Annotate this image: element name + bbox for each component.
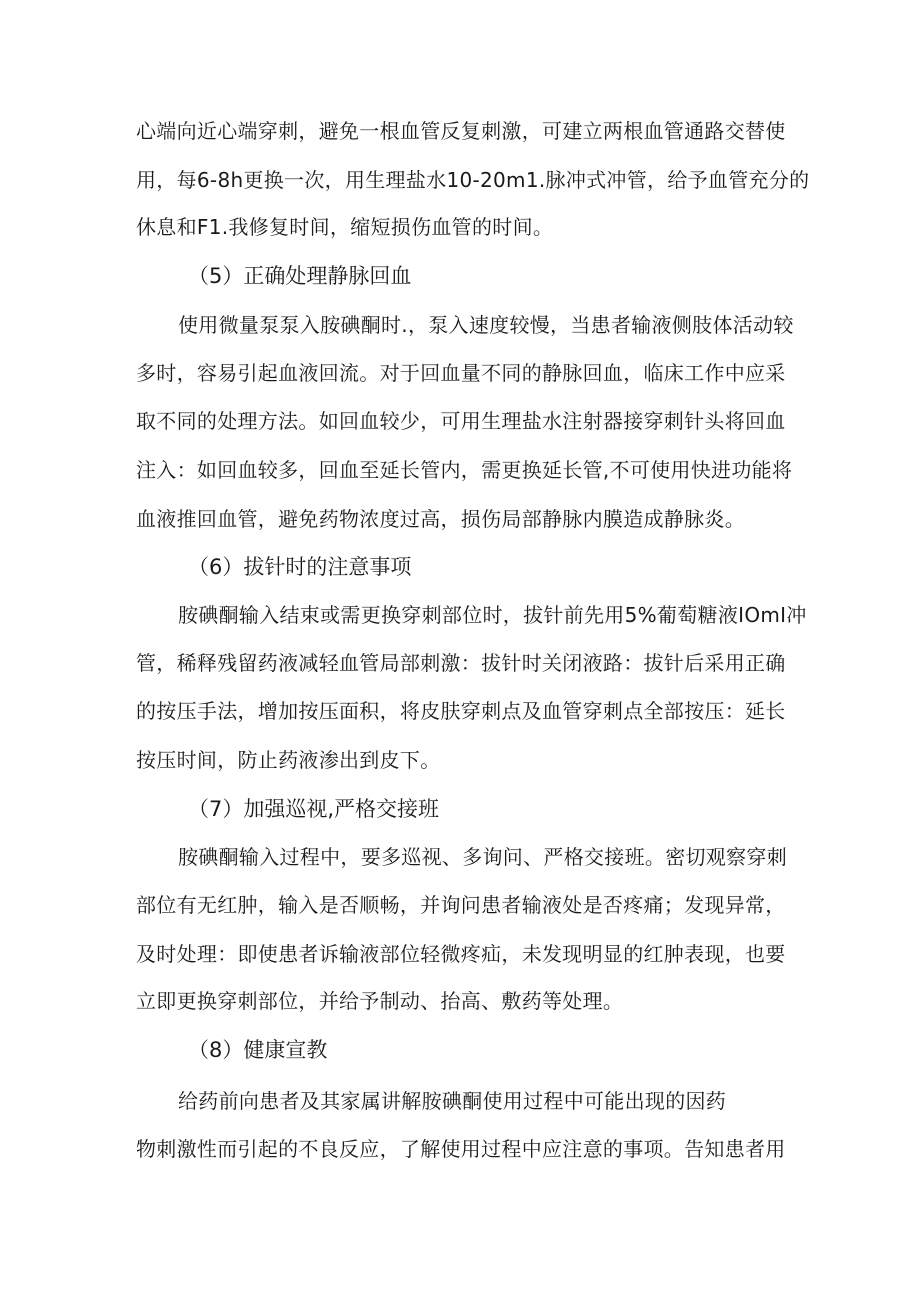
body-text-line: 休息和F1.我修复时间，缩短损伤血管的时间。 [136,215,554,239]
body-text-line: 立即更换穿刺部位，并给予制动、抬高、敷药等处理。 [136,989,624,1013]
body-text-line: 给药前向患者及其家属讲解胺碘酮使用过程中可能出现的因药 [178,1089,727,1113]
body-text-line: 血液推回血管，避免药物浓度过高，损伤局部静脉内膜造成静脉炎。 [136,507,745,531]
section-heading-6: （6）拔针时的注意事项 [188,555,412,579]
body-text-line: 的按压手法，增加按压面积，将皮肤穿刺点及血管穿刺点全部按压：延长 [136,699,786,723]
body-text-line: 使用微量泵泵入胺碘酮时.，泵入速度较慢，当患者输液侧肢体活动较 [178,313,794,337]
section-heading-8: （8）健康宣教 [188,1038,328,1062]
body-text-line: 胺碘酮输入结束或需更换穿刺部位时，拔针前先用5%葡萄糖液IOmI冲 [178,603,807,627]
body-text-line: 多时，容易引起血液回流。对于回血量不同的静脉回血，临床工作中应采 [136,361,786,385]
body-text-line: 管，稀释残留药液减轻血管局部刺激：拔针时关闭液路：拔针后采用正确 [136,651,786,675]
body-text-line: 胺碘酮输入过程中，要多巡视、多询问、严格交接班。密切观察穿刺 [178,845,787,869]
body-text-line: 取不同的处理方法。如回血较少，可用生理盐水注射器接穿刺针头将回血 [136,409,786,433]
body-text-line: 及时处理：即使患者诉输液部位轻微疼疝，未发现明显的红肿表现，也要 [136,942,786,966]
section-heading-7: （7）加强巡视,严格交接班 [188,797,440,821]
body-text-line: 部位有无红肿，输入是否顺畅，并询问患者输液处是否疼痛；发现异常， [136,893,786,917]
body-text-line: 注入：如回血较多，回血至延长管内，需更换延长管,不可使用快进功能将 [136,458,793,482]
body-text-line: 用，每6-8h更换一次，用生理盐水10-20m1.脉冲式冲管，给予血管充分的 [136,168,810,192]
body-text-line: 物刺激性而引起的不良反应，了解使用过程中应注意的事项。告知患者用 [136,1137,786,1161]
body-text-line: 按压时间，防止药液渗出到皮下。 [136,748,441,772]
section-heading-5: （5）正确处理静脉回血 [188,264,412,288]
body-text-line: 心端向近心端穿刺，避免一根血管反复刺激，可建立两根血管通路交替使 [136,119,786,143]
